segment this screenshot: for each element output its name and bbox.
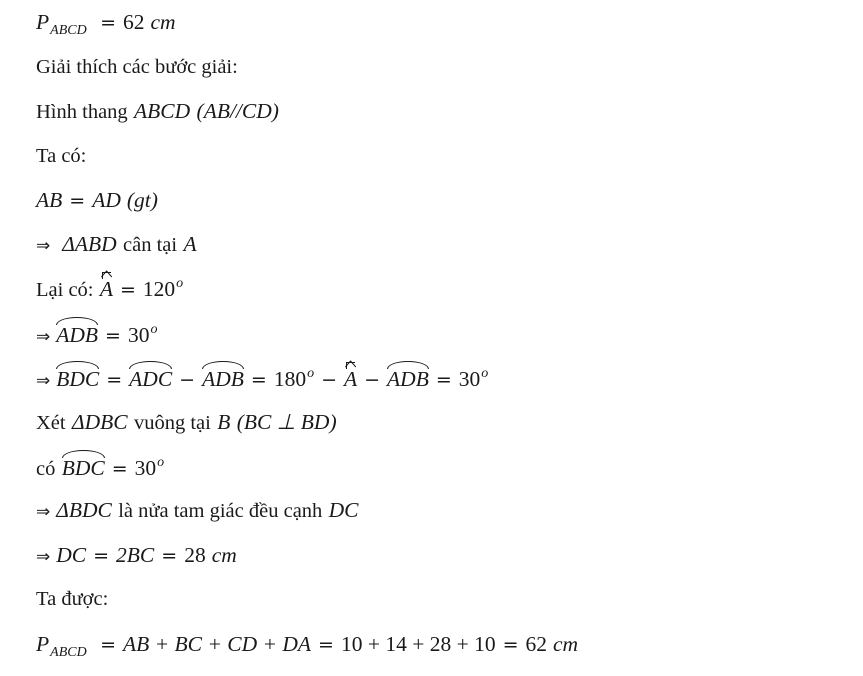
we-have-line bbox=[36, 143, 86, 169]
angle-value: 30 bbox=[127, 323, 150, 347]
angle-adb: ADB bbox=[202, 364, 244, 392]
perimeter-symbol: P bbox=[36, 632, 50, 656]
angle-bdc: BDC bbox=[56, 364, 99, 392]
implies-icon: ⇒ bbox=[36, 502, 51, 522]
degree-mark: o bbox=[157, 455, 165, 470]
implies-icon: ⇒ bbox=[36, 371, 51, 391]
equals-sign: = bbox=[69, 190, 86, 212]
we-have-text: Ta có: bbox=[36, 145, 87, 167]
unit: cm bbox=[211, 543, 237, 567]
unit: cm bbox=[553, 632, 579, 656]
we-get-line bbox=[36, 586, 108, 612]
angle-a: A bbox=[100, 276, 113, 302]
perimeter-subscript: ABCD bbox=[50, 645, 87, 660]
degree-mark: o bbox=[481, 366, 489, 381]
triangle-abd: ΔABD bbox=[62, 232, 117, 256]
segment-ad: AD bbox=[92, 188, 121, 212]
isosceles-line bbox=[36, 231, 197, 259]
angle-value: 120 bbox=[142, 277, 176, 301]
segment-dc: DC bbox=[56, 543, 87, 567]
hat-icon bbox=[100, 270, 113, 278]
equals-sign: = bbox=[250, 369, 267, 391]
numeric-sum: 10 + 14 + 28 + 10 bbox=[340, 632, 496, 656]
angle-a: A bbox=[344, 366, 357, 392]
parallel-condition: (AB//CD) bbox=[196, 99, 279, 123]
degree-mark: o bbox=[176, 276, 184, 291]
segment-ab: AB bbox=[36, 188, 63, 212]
angle-adb: ADB bbox=[56, 320, 98, 348]
perimeter-subscript: ABCD bbox=[50, 23, 87, 38]
angle-adc: ADC bbox=[129, 364, 172, 392]
triangle-dbc: ΔDBC bbox=[71, 410, 128, 434]
hat-icon bbox=[344, 360, 357, 368]
angle-adb: ADB bbox=[387, 364, 429, 392]
minus-sign: − bbox=[179, 369, 196, 391]
minus-sign: − bbox=[364, 369, 381, 391]
also-have-text: Lại có: bbox=[36, 279, 94, 301]
degree-mark: o bbox=[150, 322, 158, 337]
perimeter-value: 62 bbox=[122, 10, 145, 34]
perimeter-value: 62 bbox=[525, 632, 548, 656]
implies-icon: ⇒ bbox=[36, 327, 51, 347]
implies-icon: ⇒ bbox=[36, 236, 51, 256]
equals-sign: = bbox=[105, 325, 121, 347]
two-bc: 2BC bbox=[116, 543, 155, 567]
right-at-text: vuông tại bbox=[133, 412, 211, 434]
implies-icon: ⇒ bbox=[36, 547, 51, 567]
equals-sign: = bbox=[435, 369, 452, 391]
explanation-heading bbox=[36, 54, 238, 80]
perimeter-computation-line bbox=[36, 631, 578, 661]
we-get-text: Ta được: bbox=[36, 588, 109, 610]
has-text: có bbox=[36, 458, 56, 480]
angle-value: 30 bbox=[458, 367, 481, 391]
equals-sign: = bbox=[100, 634, 116, 656]
trapezoid-label: Hình thang bbox=[36, 101, 128, 123]
given-note: (gt) bbox=[126, 188, 158, 212]
unit: cm bbox=[150, 10, 176, 34]
minus-sign: − bbox=[321, 369, 337, 391]
length-value: 28 bbox=[184, 543, 206, 567]
equals-sign: = bbox=[161, 545, 178, 567]
trapezoid-line bbox=[36, 98, 279, 125]
angle-bdc-line bbox=[36, 453, 164, 485]
equals-sign: = bbox=[120, 279, 136, 301]
angle-value: 180 bbox=[273, 367, 307, 391]
angle-adb-line bbox=[36, 320, 157, 352]
vertex-a: A bbox=[183, 232, 197, 256]
side-sum: AB + BC + CD + DA bbox=[122, 632, 312, 656]
right-triangle-line bbox=[36, 409, 337, 436]
consider-text: Xét bbox=[36, 412, 66, 434]
degree-mark: o bbox=[307, 366, 315, 381]
angle-bdc-computation-line bbox=[36, 364, 488, 396]
equals-sign: = bbox=[111, 458, 128, 480]
side-dc: DC bbox=[328, 498, 359, 522]
half-equilateral-line bbox=[36, 497, 359, 525]
perpendicular-condition: (BC ⊥ BD) bbox=[236, 410, 337, 434]
equals-sign: = bbox=[93, 545, 110, 567]
angle-value: 30 bbox=[134, 456, 157, 480]
angle-bdc: BDC bbox=[62, 453, 105, 481]
half-equilateral-text: là nửa tam giác đều cạnh bbox=[118, 500, 323, 522]
equals-sign: = bbox=[106, 369, 123, 391]
perimeter-symbol: P bbox=[36, 10, 50, 34]
equals-sign: = bbox=[100, 12, 116, 34]
triangle-bdc: ΔBDC bbox=[56, 498, 112, 522]
ab-equals-ad-line bbox=[36, 187, 158, 214]
dc-length-line bbox=[36, 542, 237, 570]
angle-a-line bbox=[36, 276, 183, 306]
equals-sign: = bbox=[502, 634, 519, 656]
heading-text: Giải thích các bước giải: bbox=[36, 56, 238, 78]
vertex-b: B bbox=[217, 410, 231, 434]
equals-sign: = bbox=[318, 634, 334, 656]
isosceles-text: cân tại bbox=[123, 234, 178, 256]
trapezoid-name: ABCD bbox=[134, 99, 191, 123]
perimeter-result-line bbox=[36, 9, 176, 39]
